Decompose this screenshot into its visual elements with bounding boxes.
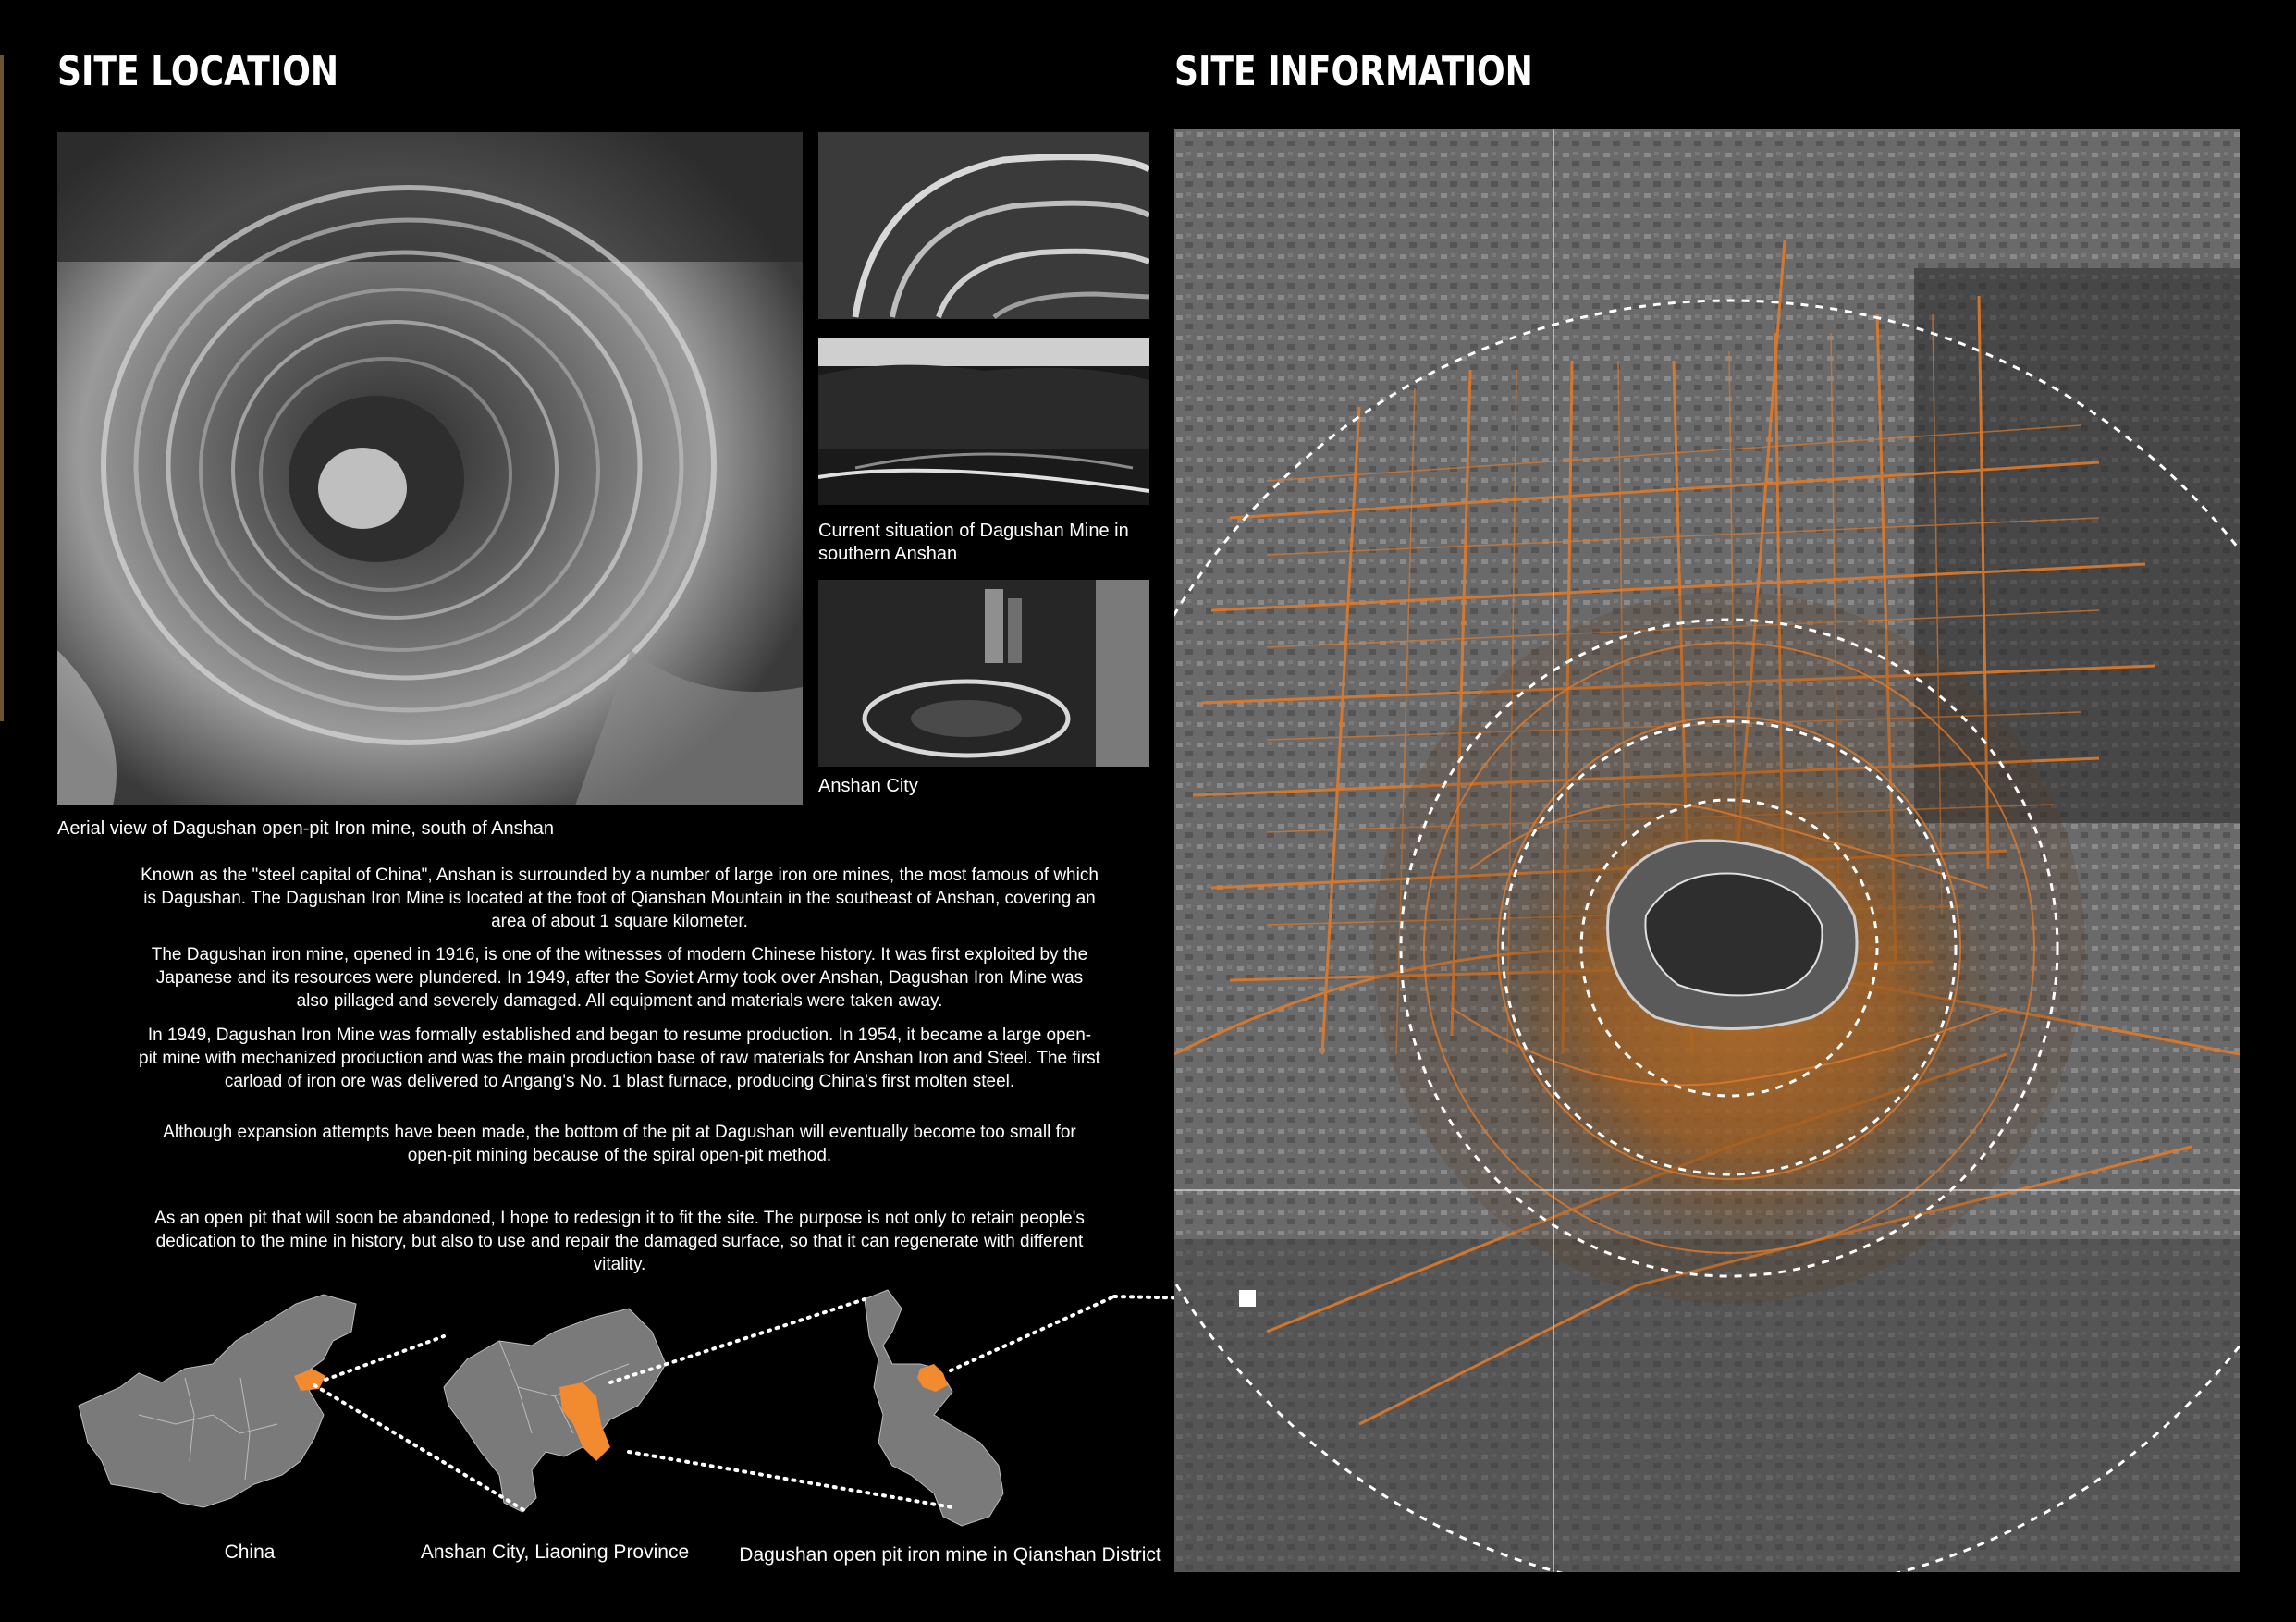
history-paragraph: The Dagushan iron mine, opened in 1916, is one of the witnesses of modern Chinese history. It was first exploited by the Japanese and its resources were plundered. In 1949, after the Soviet Army took over Anshan, Dagushan Iron Mine was also pillaged and severely damaged. All equipment and materials were taken away. (151, 945, 1088, 1011)
mine-terraces-photo (818, 132, 1149, 319)
china-label: China (224, 1542, 276, 1563)
mine-night-panorama-photo (818, 338, 1149, 505)
china-map (79, 1295, 356, 1507)
expansion-paragraph: Although expansion attempts have been made, the bottom of the pit at Dagushan will eventually become too small for open-pit mining because of the spiral open-pit method. (163, 1123, 1076, 1165)
site-information-heading: SITE INFORMATION (1174, 48, 1533, 95)
anshan-city-photo (818, 580, 1149, 767)
left-edge-strip (0, 55, 4, 721)
current-situation-caption: Current situation of Dagushan Mine in southern Anshan (818, 521, 1129, 564)
dagushan-label: Dagushan open pit iron mine in Qianshan District (739, 1544, 1161, 1566)
site-satellite-map (1174, 129, 2240, 1572)
liaoning-map (444, 1309, 666, 1512)
intro-paragraph: Known as the "steel capital of China", Anshan is surrounded by a number of large iron ore mines, the most famous of which is Dagushan. The Dagushan Iron Mine is located at the foot of Qianshan Mountain in the southeast of Anshan, covering an area of about 1 square kilometer. (141, 866, 1099, 931)
production-paragraph: In 1949, Dagushan Iron Mine was formally established and began to resume production. In 1954, it became a large open-pit mine with mechanized production and was the main production base of raw materials for Anshan Iron and Steel. The first carload of iron ore was delivered to Angang's No. 1 blast furnace, producing China's first molten steel. (139, 1026, 1100, 1091)
anshan-label: Anshan City, Liaoning Province (420, 1542, 690, 1563)
aerial-mine-photo (57, 132, 803, 805)
design-intent-paragraph: As an open pit that will soon be abandoned, I hope to redesign it to fit the site. The purpose is not only to retain people's dedication to the mine in history, but also to use and repair the damaged surface, so that it can regenerate with different vitality. (154, 1209, 1085, 1274)
locator-maps (0, 1276, 1174, 1554)
site-location-heading: SITE LOCATION (57, 48, 339, 95)
aerial-photo-caption: Aerial view of Dagushan open-pit Iron mine, south of Anshan (57, 818, 554, 839)
anshan-city-caption: Anshan City (818, 776, 918, 796)
anshan-district-map (865, 1290, 1003, 1526)
